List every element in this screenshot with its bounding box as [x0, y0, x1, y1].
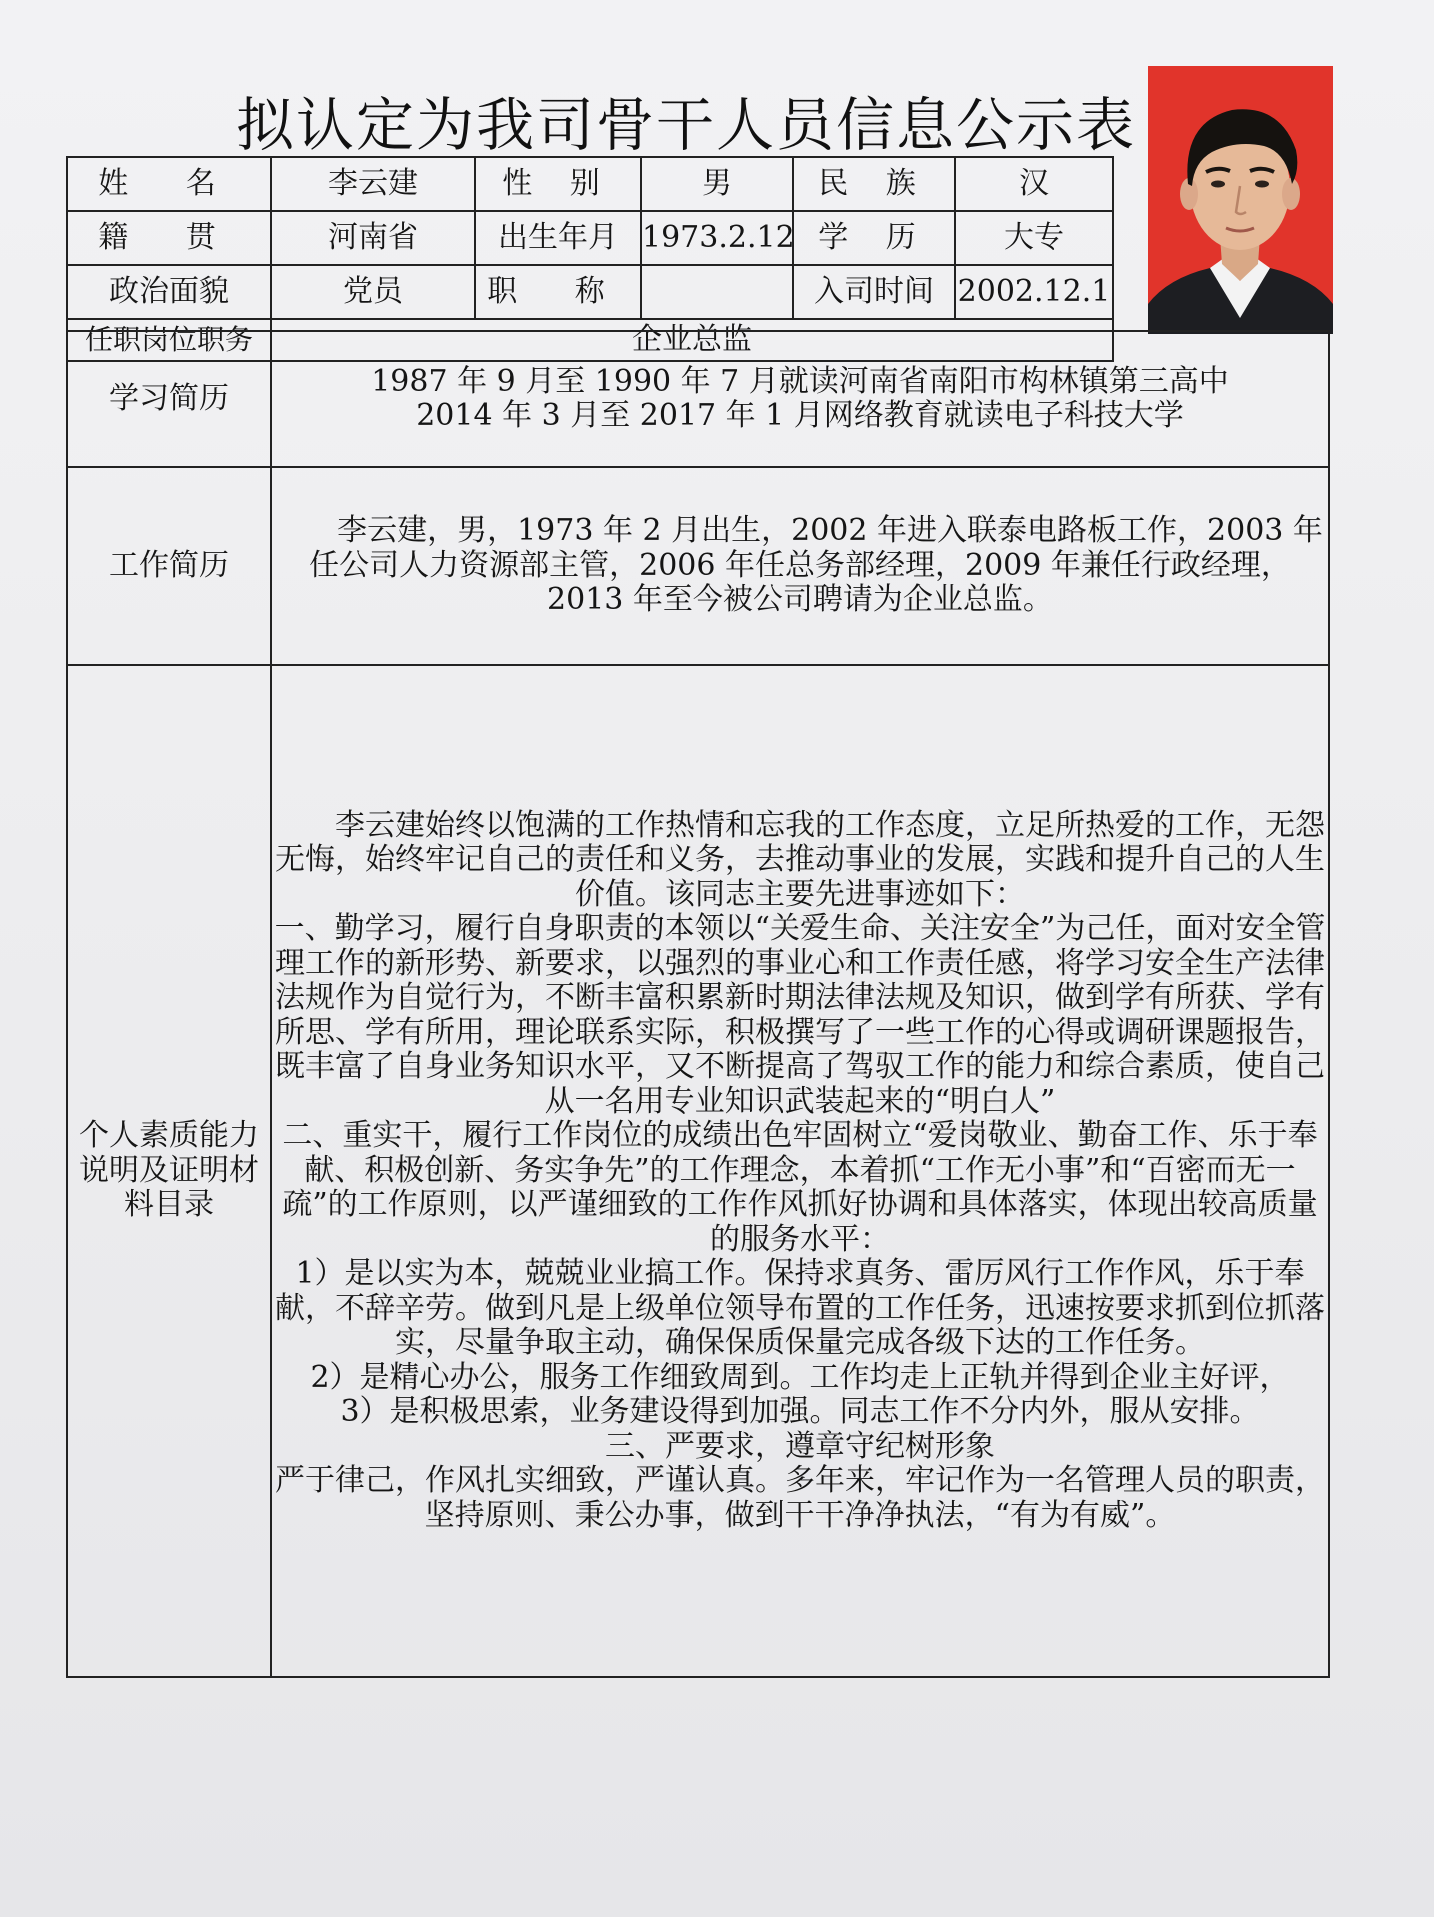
quality-paragraph: 李云建始终以饱满的工作热情和忘我的工作态度，立足所热爱的工作，无怨无悔，始终牢记自己的责任和义务，去推动事业的发展，实践和提升自己的人生价值。该同志主要先进事迹如下：: [275, 807, 1325, 912]
quality-paragraph: 1）是以实为本，兢兢业业搞工作。保持求真务、雷厉风行工作作风，乐于奉献，不辞辛劳。做到凡是上级单位领导布置的工作任务，迅速按要求抓到位抓落实，尽量争取主动，确保保质保量完成各级下达的工作任务。: [275, 1256, 1325, 1361]
political-value: 党员: [271, 265, 475, 319]
work-history: [271, 467, 1329, 665]
work-text: 李云建，男，1973 年 2 月出生，2002 年进入联泰电路板工作，2003 年任公司人力资源部主管，2006 年任总务部经理，2009 年兼任行政经理，2013 年至今被公司聘请为企业总监。: [309, 513, 1323, 618]
join-date-value: 2002.12.1: [955, 265, 1113, 319]
ethnicity-label: 民 族: [793, 157, 955, 211]
quality-paragraph: 2）是精心办公，服务工作细致周到。工作均走上正轨并得到企业主好评，: [310, 1359, 1290, 1395]
study-label: 学习简历: [67, 331, 271, 467]
quality-label: 个人素质能力说明及证明材料目录: [67, 665, 271, 1677]
table-row: [67, 211, 1113, 265]
quality-paragraph: 严于律己，作风扎实细致，严谨认真。多年来，牢记作为一名管理人员的职责，坚持原则、秉公办事，做到干干净净执法，“有为有威”。: [275, 1463, 1325, 1533]
name-value: 李云建: [271, 157, 475, 211]
quality-paragraph: 二、重实干，履行工作岗位的成绩出色牢固树立“爱岗敬业、勤奋工作、乐于奉献、积极创新、务实争先”的工作理念，本着抓“工作无小事”和“百密而无一疏”的工作原则，以严谨细致的工作作风抓好协调和具体落实，体现出较高质量的服务水平：: [282, 1118, 1318, 1257]
portrait-photo-svg: [1148, 66, 1333, 334]
political-label: 政治面貌: [67, 265, 271, 319]
page-title: 拟认定为我司骨干人员信息公示表: [236, 91, 1137, 159]
join-date-label: 入司时间: [793, 265, 955, 319]
table-row: [67, 665, 1329, 1677]
gender-label: 性 别: [475, 157, 641, 211]
study-history: [271, 331, 1329, 467]
resume-table: [66, 330, 1330, 1678]
ethnicity-value: 汉: [955, 157, 1113, 211]
job-title-label: 职 称: [475, 265, 641, 319]
name-label: 姓 名: [67, 157, 271, 211]
quality-text: [271, 665, 1329, 1677]
table-row: [67, 265, 1113, 319]
study-line: 2014 年 3 月至 2017 年 1 月网络教育就读电子科技大学: [416, 398, 1184, 433]
table-row: [67, 331, 1329, 467]
study-line: 1987 年 9 月至 1990 年 7 月就读河南省南阳市构林镇第三高中: [371, 363, 1229, 399]
origin-label: 籍 贯: [67, 211, 271, 265]
education-label: 学 历: [793, 211, 955, 265]
education-value: 大专: [955, 211, 1113, 265]
work-label: 工作简历: [67, 467, 271, 665]
table-row: [67, 467, 1329, 665]
portrait-photo-icon: [1148, 66, 1333, 334]
job-title-value: [641, 265, 793, 319]
quality-paragraph: 三、严要求，遵章守纪树形象: [605, 1428, 995, 1464]
position-label: 任职岗位职务: [67, 319, 271, 361]
origin-value: 河南省: [271, 211, 475, 265]
gender-value: 男: [641, 157, 793, 211]
birth-value: 1973.2.12: [641, 211, 793, 265]
table-row: [67, 157, 1113, 211]
position-value: 企业总监: [271, 319, 1113, 361]
birth-label: 出生年月: [475, 211, 641, 265]
quality-paragraph: 3）是积极思索，业务建设得到加强。同志工作不分内外，服从安排。: [340, 1394, 1260, 1430]
quality-paragraph: 一、勤学习，履行自身职责的本领以“关爱生命、关注安全”为己任，面对安全管理工作的新形势、新要求，以强烈的事业心和工作责任感，将学习安全生产法律法规作为自觉行为，不断丰富积累新时期法律法规及知识，做到学有所获、学有所思、学有所用，理论联系实际，积极撰写了一些工作的心得或调研课题报告，既丰富了自身业务知识水平，又不断提高了驾驭工作的能力和综合素质，使自己从一名用专业知识武装起来的“明白人”: [274, 911, 1326, 1119]
